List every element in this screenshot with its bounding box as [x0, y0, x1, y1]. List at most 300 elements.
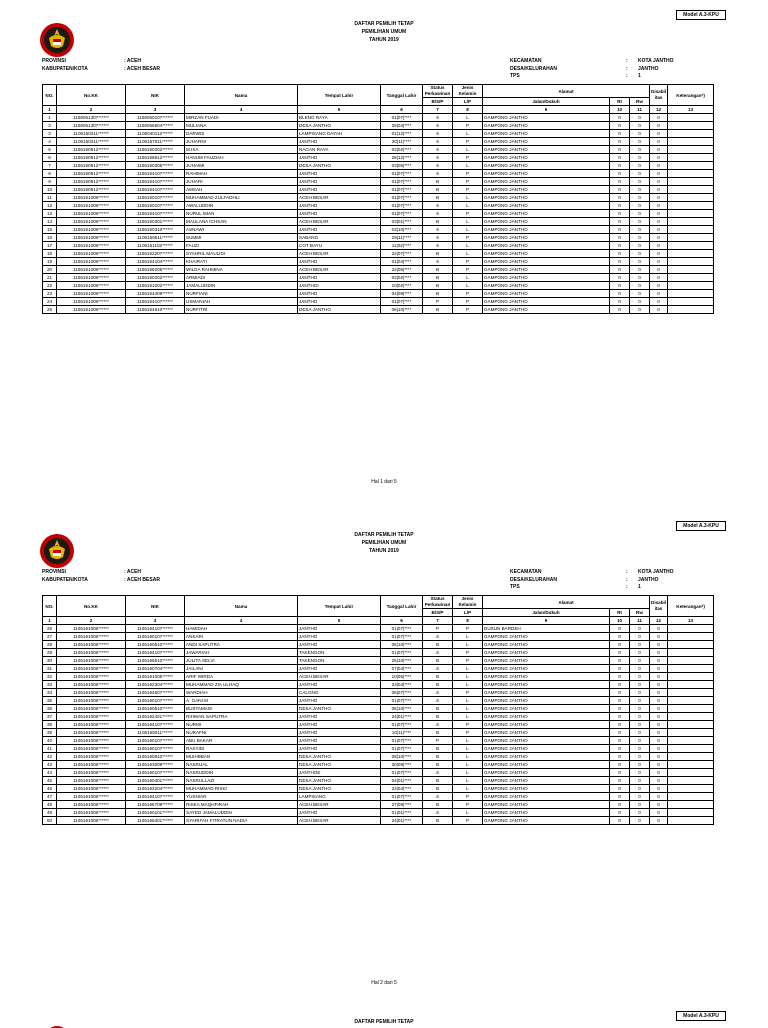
title-line-2: PEMILIHAN UMUM: [361, 540, 407, 546]
table-cell: MIRZAN FUADI: [185, 114, 298, 122]
table-cell: 1106151006******: [57, 665, 126, 673]
table-cell: S: [423, 633, 453, 641]
table-cell: GAMPONG JANTHO: [483, 817, 610, 825]
table-cell: 0: [650, 753, 668, 761]
column-number: 10: [610, 106, 630, 114]
table-cell: 24|01|****: [381, 817, 423, 825]
table-cell: [668, 817, 714, 825]
column-number: 3: [126, 106, 185, 114]
table-cell: 0: [650, 745, 668, 753]
table-cell: L: [453, 681, 483, 689]
kpu-logo: [44, 1020, 70, 1028]
table-row: [43, 657, 714, 665]
table-cell: S: [423, 697, 453, 705]
table-cell: GAMPONG JANTHO: [483, 729, 610, 737]
table-cell: 0: [630, 178, 650, 186]
tps-value: 1: [638, 73, 641, 79]
table-cell: P: [453, 210, 483, 218]
table-cell: [668, 761, 714, 769]
table-cell: 1106156205******: [126, 266, 185, 274]
col-rt: Rt: [610, 98, 630, 106]
table-cell: 0: [630, 250, 650, 258]
table-cell: 0: [610, 122, 630, 130]
table-cell: GAMPONG JANTHO: [483, 282, 610, 290]
provinsi-value: : ACEH: [124, 569, 142, 575]
table-cell: 24|01|****: [381, 713, 423, 721]
table-cell: [668, 753, 714, 761]
table-cell: 1106151006******: [57, 226, 126, 234]
table-cell: 1106151006******: [57, 777, 126, 785]
table-cell: 32: [43, 673, 57, 681]
table-cell: JANTHO: [298, 178, 381, 186]
table-cell: B: [423, 673, 453, 681]
table-cell: [668, 114, 714, 122]
table-row: [43, 737, 714, 745]
table-cell: 0: [650, 705, 668, 713]
table-row: [43, 186, 714, 194]
table-cell: L: [453, 218, 483, 226]
column-number: 7: [423, 617, 453, 625]
table-cell: 1106152207******: [126, 250, 185, 258]
table-header-row: [43, 85, 714, 98]
table-cell: GAMPONG JANTHO: [483, 138, 610, 146]
table-cell: DARWIS: [185, 130, 298, 138]
table-cell: 1106150107******: [126, 769, 185, 777]
table-cell: 13: [43, 210, 57, 218]
table-cell: NURFITRI: [185, 306, 298, 314]
table-cell: 0: [650, 681, 668, 689]
table-cell: 0: [650, 729, 668, 737]
table-cell: 0: [610, 769, 630, 777]
table-cell: JANTHO: [298, 641, 381, 649]
table-cell: 1106151102******: [126, 242, 185, 250]
table-cell: 03|01|****: [381, 218, 423, 226]
column-number: 9: [483, 106, 610, 114]
table-cell: GAMPONG JANTHO: [483, 649, 610, 657]
table-cell: GAMPONG JANTHO: [483, 681, 610, 689]
table-cell: B: [423, 801, 453, 809]
table-cell: 0: [610, 745, 630, 753]
table-cell: 0: [630, 282, 650, 290]
table-cell: SYARIFAH FITRATUN NADIA: [185, 817, 298, 825]
table-cell: 1106152204******: [126, 785, 185, 793]
table-cell: JANTHO: [298, 625, 381, 633]
table-cell: RAHIMAH: [185, 170, 298, 178]
table-cell: 0: [650, 785, 668, 793]
table-cell: JANTHO: [298, 210, 381, 218]
table-row: [43, 138, 714, 146]
table-cell: GAMPONG JANTHO: [483, 210, 610, 218]
table-cell: JANTHO: [298, 258, 381, 266]
table-cell: 1106151006******: [57, 689, 126, 697]
table-cell: 01|07|****: [381, 114, 423, 122]
table-cell: NURAFNI: [185, 729, 298, 737]
table-cell: L: [453, 769, 483, 777]
col-rt: Rt: [610, 609, 630, 617]
table-cell: 01|07|****: [381, 737, 423, 745]
table-cell: 0: [650, 282, 668, 290]
table-cell: 01|07|****: [381, 625, 423, 633]
table-row: [43, 785, 714, 793]
table-cell: 01|04|****: [381, 258, 423, 266]
kabupaten-value: : ACEH BESAR: [124, 65, 160, 72]
table-cell: 1106150107******: [126, 194, 185, 202]
table-cell: 0: [610, 290, 630, 298]
column-number: 4: [185, 617, 298, 625]
table-cell: 20: [43, 266, 57, 274]
table-cell: 1106151006******: [57, 625, 126, 633]
table-cell: 0: [610, 737, 630, 745]
table-cell: 07|04|****: [381, 665, 423, 673]
table-cell: [668, 705, 714, 713]
table-cell: 31: [43, 665, 57, 673]
table-cell: 30: [43, 657, 57, 665]
table-cell: [668, 178, 714, 186]
table-cell: 8: [43, 170, 57, 178]
table-cell: 0: [610, 242, 630, 250]
table-cell: GAMPONG JANTHO: [483, 274, 610, 282]
table-cell: 23: [43, 290, 57, 298]
table-cell: 0: [630, 801, 650, 809]
table-cell: 0: [650, 817, 668, 825]
table-cell: B: [423, 761, 453, 769]
table-cell: 3: [43, 130, 57, 138]
table-cell: 02|02|****: [381, 146, 423, 154]
table-cell: B: [423, 681, 453, 689]
column-number: 6: [381, 106, 423, 114]
col-jalan-dukuh: Jalan/Dukuh: [483, 609, 610, 617]
document-title: DAFTAR PEMILIH TETAP: [354, 1019, 414, 1025]
table-cell: DESA JANTHO: [298, 122, 381, 130]
table-cell: MUHAMMAD RISKI: [185, 785, 298, 793]
table-cell: 1106154107******: [126, 793, 185, 801]
table-row: [43, 649, 714, 657]
table-cell: [668, 234, 714, 242]
col-alamat: Alamat: [483, 85, 650, 98]
table-cell: L: [453, 250, 483, 258]
table-cell: 1106154107******: [126, 170, 185, 178]
table-cell: 0: [610, 801, 630, 809]
table-cell: GAMPONG JANTHO: [483, 809, 610, 817]
table-cell: L: [453, 745, 483, 753]
table-cell: 1106150912******: [57, 178, 126, 186]
table-cell: B: [423, 641, 453, 649]
table-cell: L: [453, 705, 483, 713]
table-cell: 1106151006******: [57, 250, 126, 258]
table-cell: ACEH BESAR: [298, 194, 381, 202]
table-cell: P: [453, 258, 483, 266]
table-cell: 1106150912******: [57, 186, 126, 194]
table-cell: 0: [610, 170, 630, 178]
col-disabilitas: Disabil itas: [650, 85, 668, 106]
document-title: [284, 531, 484, 555]
table-cell: S: [423, 170, 453, 178]
table-cell: TAKENGON: [298, 649, 381, 657]
table-cell: ACEH BESAR: [298, 673, 381, 681]
table-cell: S: [423, 649, 453, 657]
table-cell: 01|07|****: [381, 178, 423, 186]
table-cell: P: [453, 234, 483, 242]
table-cell: [668, 641, 714, 649]
table-cell: 06|10|****: [381, 306, 423, 314]
table-cell: 1106151006******: [57, 809, 126, 817]
table-cell: 0: [610, 777, 630, 785]
table-cell: 1106151006******: [57, 817, 126, 825]
table-cell: [668, 729, 714, 737]
table-cell: 1106153009******: [126, 761, 185, 769]
table-cell: 0: [610, 282, 630, 290]
table-cell: 1106151006******: [57, 681, 126, 689]
table-cell: [668, 306, 714, 314]
region-info-left: [42, 58, 160, 73]
table-cell: [668, 266, 714, 274]
table-cell: 0: [630, 689, 650, 697]
table-cell: FAUZI: [185, 242, 298, 250]
table-cell: L: [453, 282, 483, 290]
table-cell: 0: [650, 226, 668, 234]
table-cell: YUSNIAR: [185, 793, 298, 801]
table-cell: 1106151006******: [57, 266, 126, 274]
table-cell: B: [423, 290, 453, 298]
table-cell: 0: [630, 122, 650, 130]
table-cell: [668, 665, 714, 673]
table-cell: 0: [650, 689, 668, 697]
table-cell: 1106152401******: [126, 713, 185, 721]
table-cell: 06|07|****: [381, 689, 423, 697]
table-cell: 4: [43, 138, 57, 146]
table-cell: RIHWAN SAPUTRA: [185, 713, 298, 721]
table-cell: 01|07|****: [381, 769, 423, 777]
table-cell: 7: [43, 162, 57, 170]
table-row: [43, 194, 714, 202]
table-cell: S: [423, 769, 453, 777]
table-row: [43, 154, 714, 162]
table-cell: 01|07|****: [381, 633, 423, 641]
table-cell: [668, 154, 714, 162]
table-cell: 03|05|****: [381, 162, 423, 170]
col-tempat-lahir: Tempat Lahir: [298, 85, 381, 106]
table-cell: 0: [650, 130, 668, 138]
table-cell: 0: [650, 777, 668, 785]
table-cell: 1106151006******: [57, 793, 126, 801]
table-cell: 18: [43, 250, 57, 258]
table-cell: JANTHOI: [298, 282, 381, 290]
table-cell: 29: [43, 649, 57, 657]
table-cell: 1106151006******: [57, 673, 126, 681]
table-cell: 0: [610, 689, 630, 697]
table-cell: GAMPONG JANTHO: [483, 154, 610, 162]
table-cell: JANTHO: [298, 290, 381, 298]
table-cell: 11: [43, 194, 57, 202]
table-cell: P: [423, 298, 453, 306]
table-cell: LAMPISANG: [298, 793, 381, 801]
table-cell: JANTHO: [298, 681, 381, 689]
table-cell: GAMPONG JANTHO: [483, 657, 610, 665]
col-no-kk: No.KK: [57, 85, 126, 106]
table-cell: [668, 298, 714, 306]
table-row: [43, 745, 714, 753]
table-cell: MULIANA: [185, 122, 298, 130]
table-cell: [668, 625, 714, 633]
table-cell: B: [423, 250, 453, 258]
table-cell: 30|09|****: [381, 761, 423, 769]
table-cell: GAMPONG JANTHO: [483, 122, 610, 130]
column-number: 10: [610, 617, 630, 625]
table-cell: JUHARNI: [185, 138, 298, 146]
table-cell: 1106151006******: [57, 194, 126, 202]
table-cell: 0: [610, 673, 630, 681]
table-cell: 1106150411******: [57, 130, 126, 138]
table-cell: 1106151006******: [57, 753, 126, 761]
column-number: 5: [298, 106, 381, 114]
table-cell: 1106154107******: [126, 721, 185, 729]
table-cell: [668, 218, 714, 226]
table-cell: L: [453, 809, 483, 817]
table-cell: 1106151006******: [57, 737, 126, 745]
table-cell: GAMPONG JANTHO: [483, 226, 610, 234]
table-cell: 0: [610, 146, 630, 154]
table-cell: B: [423, 306, 453, 314]
desa-label: DESA/KELURAHAN: [510, 576, 557, 583]
table-cell: 0: [610, 274, 630, 282]
table-cell: USMANIAH: [185, 298, 298, 306]
table-cell: S: [423, 122, 453, 130]
table-cell: 22|05|****: [381, 266, 423, 274]
table-cell: GAMPONG JANTHO: [483, 689, 610, 697]
table-cell: MAULANA ICHSAN: [185, 218, 298, 226]
table-cell: 22|04|****: [381, 785, 423, 793]
table-cell: 1106151006******: [57, 801, 126, 809]
table-cell: 0: [630, 162, 650, 170]
col-status-perkawinan: Status Perkawinan: [423, 596, 453, 609]
table-cell: P: [453, 298, 483, 306]
table-cell: NASRIJAL: [185, 761, 298, 769]
table-cell: L: [453, 162, 483, 170]
table-cell: 01|07|****: [381, 649, 423, 657]
table-cell: 1106051307******: [57, 122, 126, 130]
table-cell: B: [423, 218, 453, 226]
table-cell: 03|10|****: [381, 226, 423, 234]
table-cell: L: [453, 641, 483, 649]
table-cell: P: [453, 793, 483, 801]
table-cell: [668, 689, 714, 697]
table-cell: MUHAMMAD ZULFADHLI: [185, 194, 298, 202]
table-cell: JAILANI: [185, 665, 298, 673]
table-cell: 1106154607******: [126, 689, 185, 697]
table-cell: 1106151006******: [57, 298, 126, 306]
table-cell: [668, 809, 714, 817]
table-cell: 1106154104******: [126, 258, 185, 266]
table-row: [43, 729, 714, 737]
table-cell: [668, 697, 714, 705]
table-cell: P: [453, 290, 483, 298]
table-row: [43, 210, 714, 218]
table-cell: 43: [43, 761, 57, 769]
table-cell: 1106150301******: [126, 218, 185, 226]
table-cell: [668, 242, 714, 250]
column-number: 13: [668, 617, 714, 625]
table-cell: B: [423, 705, 453, 713]
table-cell: 1106051307******: [57, 114, 126, 122]
table-cell: 0: [610, 785, 630, 793]
region-info-right: KECAMATAN : KOTA JANTHO DESA/KELURAHAN : JANTHO TPS : 1: [510, 569, 674, 590]
title-line-3: TAHUN 2019: [369, 37, 399, 43]
table-cell: 1106150912******: [57, 146, 126, 154]
table-cell: 34: [43, 689, 57, 697]
table-cell: 0: [610, 641, 630, 649]
table-cell: 0: [650, 769, 668, 777]
table-cell: MUHIBBAN: [185, 753, 298, 761]
table-cell: [668, 202, 714, 210]
table-cell: ACEH BESAR: [298, 250, 381, 258]
table-cell: DUSUN BARDEH: [483, 625, 610, 633]
table-cell: P: [453, 178, 483, 186]
col-status-perkawinan: Status Perkawinan: [423, 85, 453, 98]
table-cell: 10|11|****: [381, 729, 423, 737]
table-cell: 0: [610, 202, 630, 210]
table-cell: [668, 186, 714, 194]
col-tanggal-lahir: Tanggal Lahir: [381, 596, 423, 617]
table-cell: B: [423, 753, 453, 761]
table-cell: SUMMI: [185, 234, 298, 242]
table-cell: 44: [43, 769, 57, 777]
table-cell: GAMPONG JANTHO: [483, 242, 610, 250]
table-cell: ACEH BESAR: [298, 817, 381, 825]
table-cell: 0: [630, 657, 650, 665]
table-cell: 16: [43, 234, 57, 242]
table-cell: JANTHO: [298, 154, 381, 162]
table-cell: 1106151006******: [57, 761, 126, 769]
table-cell: 0: [650, 665, 668, 673]
table-cell: 0: [650, 114, 668, 122]
table-row: [43, 282, 714, 290]
table-cell: BLENG RAYA: [298, 114, 381, 122]
table-row: [43, 306, 714, 314]
table-row: [43, 266, 714, 274]
table-cell: 0: [650, 673, 668, 681]
table-cell: S: [423, 721, 453, 729]
table-cell: JANTHO: [298, 737, 381, 745]
table-cell: 0: [610, 306, 630, 314]
col-jenis-sub: L/P: [453, 98, 483, 106]
table-cell: 9: [43, 178, 57, 186]
table-cell: AWALUDDIN: [185, 202, 298, 210]
table-cell: ANDI SAPUTRA: [185, 641, 298, 649]
table-cell: DESA JANTHO: [298, 761, 381, 769]
table-cell: 37: [43, 713, 57, 721]
table-cell: GAMPONG JANTHO: [483, 146, 610, 154]
table-cell: DESA JANTHO: [298, 753, 381, 761]
table-row: [43, 274, 714, 282]
table-cell: 01|01|****: [381, 809, 423, 817]
table-cell: 1106150107******: [126, 745, 185, 753]
table-cell: GAMPONG JANTHO: [483, 705, 610, 713]
table-cell: 0: [630, 218, 650, 226]
column-number: 11: [630, 106, 650, 114]
table-cell: 39: [43, 729, 57, 737]
table-cell: [668, 769, 714, 777]
table-cell: GAMPONG JANTHO: [483, 170, 610, 178]
table-cell: 0: [630, 753, 650, 761]
table-cell: S: [423, 689, 453, 697]
table-cell: 0: [630, 737, 650, 745]
table-cell: GAMPONG JANTHO: [483, 769, 610, 777]
table-cell: 28: [43, 641, 57, 649]
desa-value: JANTHO: [638, 576, 659, 583]
table-cell: L: [453, 242, 483, 250]
table-cell: 1106151006******: [57, 282, 126, 290]
table-cell: GAMPONG JANTHO: [483, 761, 610, 769]
